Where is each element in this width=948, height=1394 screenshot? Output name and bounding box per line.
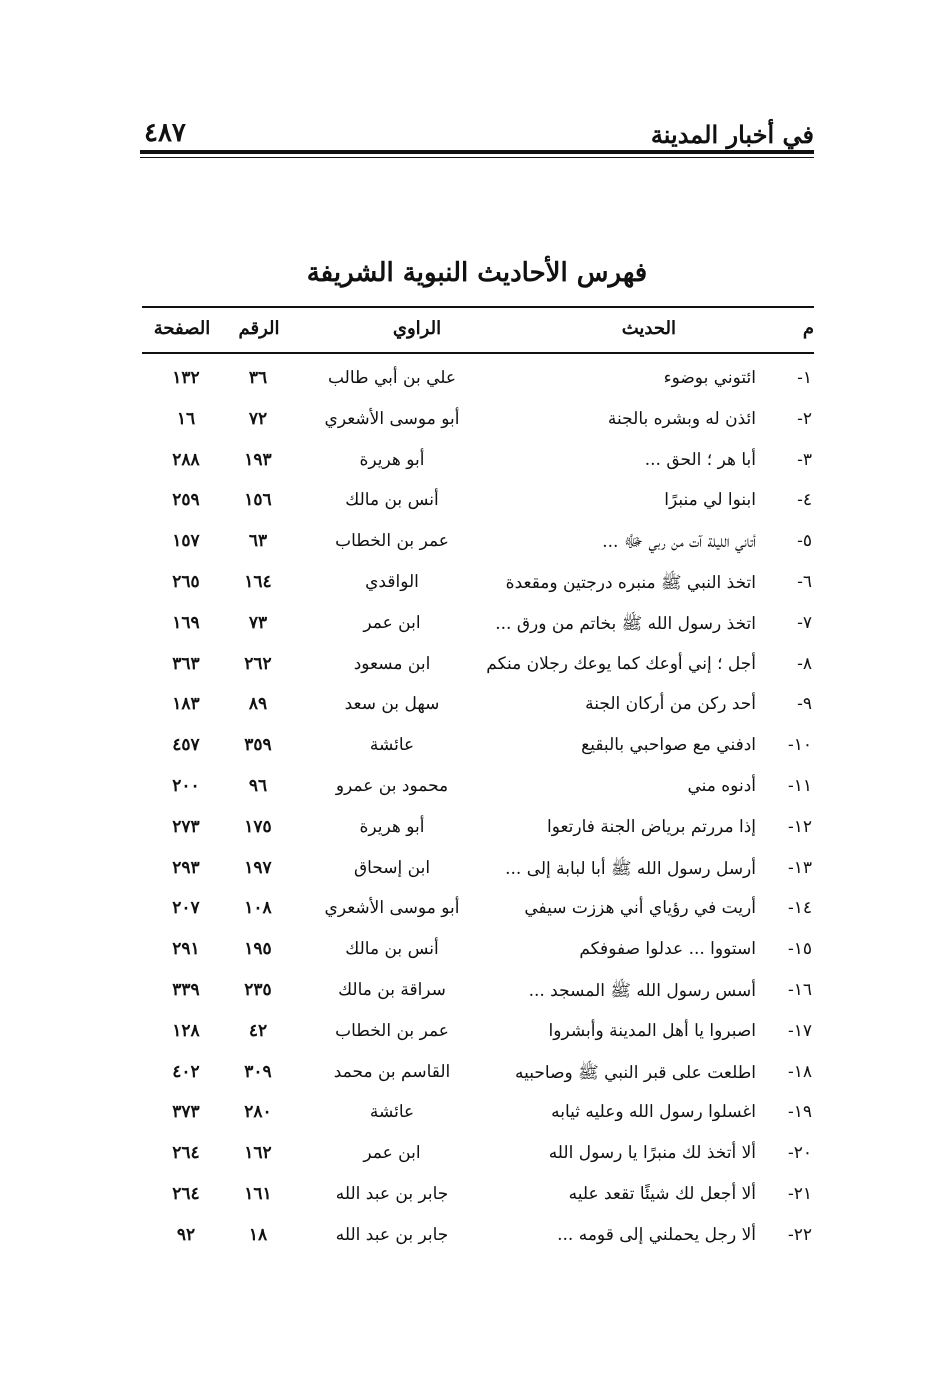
- hadith-ref-number: ٨٩: [248, 694, 268, 715]
- narrator: أبو هريرة: [359, 816, 425, 837]
- page-ref: ١٥٧: [172, 531, 200, 552]
- hadith-text: أدنوه مني: [687, 775, 756, 796]
- hadith-text: إذا مررتم برياض الجنة فارتعوا: [546, 816, 756, 837]
- narrator: جابر بن عبد الله: [335, 1224, 449, 1245]
- table-row: [142, 360, 814, 401]
- page-ref: ٣٧٣: [172, 1102, 200, 1123]
- narrator: القاسم بن محمد: [333, 1061, 451, 1082]
- table-row: [142, 727, 814, 768]
- table-row: [142, 646, 814, 687]
- row-number: ٢٢-: [787, 1224, 812, 1245]
- hadith-ref-number: ٤٢: [248, 1020, 268, 1041]
- hadith-text: ألا أجعل لك شيئًا تقعد عليه: [568, 1183, 756, 1204]
- hadith-text: ألا أتخذ لك منبرًا يا رسول الله: [548, 1143, 756, 1164]
- hadith-text: اتخذ رسول الله ﷺ بخاتم من ورق ...: [495, 613, 756, 634]
- page-ref: ٢٠٧: [172, 898, 200, 919]
- table-row: [142, 1135, 814, 1176]
- row-number: ٢١-: [787, 1183, 812, 1204]
- narrator: علي بن أبي طالب: [327, 368, 457, 388]
- column-header-hadith: الحديث: [621, 318, 676, 339]
- page-ref: ٣٦٣: [172, 653, 200, 674]
- table-top-rule: [142, 306, 814, 308]
- narrator: جابر بن عبد الله: [335, 1183, 449, 1204]
- running-header: [140, 112, 814, 152]
- table-row: [142, 605, 814, 646]
- narrator: عمر بن الخطاب: [335, 1020, 449, 1041]
- hadith-text: أحد ركن من أركان الجنة: [585, 694, 756, 715]
- page-ref: ٤٠٢: [172, 1061, 200, 1082]
- row-number: ٥-: [797, 531, 812, 552]
- column-header-page: الصفحة: [153, 318, 211, 339]
- hadith-text: أسس رسول الله ﷺ المسجد ...: [528, 980, 756, 1001]
- hadith-text: ابنوا لي منبرًا: [664, 490, 756, 511]
- page-ref: ٢٨٨: [172, 449, 200, 470]
- narrator: عائشة: [369, 735, 415, 756]
- row-number: ١٠-: [787, 735, 812, 756]
- page-ref: ٢٦٤: [172, 1183, 200, 1204]
- page-ref: ٢٠٠: [172, 775, 200, 796]
- page-ref: ٢٦٥: [172, 571, 200, 592]
- narrator: ابن عمر: [363, 1143, 421, 1164]
- row-number: ١٥-: [787, 939, 812, 960]
- table-row: [142, 1013, 814, 1054]
- hadith-text: اغسلوا رسول الله وعليه ثيابه: [551, 1102, 756, 1123]
- table-row: [142, 442, 814, 483]
- hadith-text: أريت في رؤياي أني هززت سيفي: [524, 898, 756, 919]
- hadith-text: أتاني الليلة آت من ربي ﷻ ...: [602, 532, 756, 553]
- narrator: ابن مسعود: [353, 653, 431, 674]
- hadith-text: استووا ... عدلوا صفوفكم: [579, 939, 756, 960]
- hadith-text: ائذن له وبشره بالجنة: [607, 408, 756, 429]
- hadith-ref-number: ١٦٢: [244, 1143, 272, 1164]
- narrator: ابن إسحاق: [353, 857, 431, 878]
- narrator: عمر بن الخطاب: [335, 531, 449, 552]
- hadith-ref-number: ٧٣: [248, 612, 268, 633]
- hadith-text: ألا رجل يحملني إلى قومه ...: [557, 1224, 756, 1245]
- table-row: [142, 482, 814, 523]
- column-header-ref: الرقم: [238, 318, 280, 339]
- row-number: ١٢-: [787, 816, 812, 837]
- hadith-text: ادفني مع صواحبي بالبقيع: [581, 735, 756, 756]
- narrator: سهل بن سعد: [344, 694, 440, 715]
- table-row: [142, 1094, 814, 1135]
- narrator: سراقة بن مالك: [338, 979, 446, 1000]
- narrator: محمود بن عمرو: [335, 775, 449, 796]
- hadith-ref-number: ١٩٧: [244, 857, 272, 878]
- narrator: الواقدي: [365, 571, 419, 592]
- hadith-ref-number: ٧٢: [248, 408, 268, 429]
- hadith-text: أجل ؛ إني أوعك كما يوعك رجلان منكم: [486, 653, 756, 674]
- table-row: [142, 890, 814, 931]
- hadith-ref-number: ٣٠٩: [244, 1061, 272, 1082]
- page-ref: ٢٩١: [172, 939, 200, 960]
- row-number: ٧-: [797, 612, 812, 633]
- page-ref: ٢٦٤: [172, 1143, 200, 1164]
- row-number: ١٧-: [787, 1020, 812, 1041]
- table-row: [142, 401, 814, 442]
- row-number: ١٦-: [787, 979, 812, 1000]
- narrator: ابن عمر: [363, 612, 421, 633]
- hadith-ref-number: ٩٦: [248, 775, 268, 796]
- table-row: [142, 686, 814, 727]
- hadith-text: أرسل رسول الله ﷺ أبا لبابة إلى ...: [505, 858, 756, 879]
- table-row: [142, 1054, 814, 1095]
- table-header-rule: [142, 352, 814, 354]
- row-number: ٤-: [797, 490, 812, 511]
- narrator: عائشة: [369, 1102, 415, 1123]
- hadith-ref-number: ١٦٤: [244, 571, 272, 592]
- table-row: [142, 972, 814, 1013]
- page-ref: ٢٧٣: [172, 816, 200, 837]
- hadith-ref-number: ١٥٦: [244, 490, 272, 511]
- table-row: [142, 931, 814, 972]
- row-number: ٦-: [797, 571, 812, 592]
- page-ref: ١٦٩: [172, 612, 200, 633]
- page-ref: ١٨٣: [172, 694, 200, 715]
- row-number: ١٨-: [787, 1061, 812, 1082]
- hadith-ref-number: ١٧٥: [244, 816, 272, 837]
- narrator: أنس بن مالك: [345, 490, 439, 511]
- column-header-narrator: الراوي: [392, 318, 442, 339]
- row-number: ٣-: [797, 449, 812, 470]
- narrator: أبو موسى الأشعري: [324, 898, 460, 919]
- hadith-ref-number: ١٩٣: [244, 449, 272, 470]
- hadith-ref-number: ١٠٨: [244, 898, 272, 919]
- hadith-text: أبا هر ؛ الحق ...: [644, 449, 756, 470]
- row-number: ١٩-: [787, 1102, 812, 1123]
- page-ref: ١٦: [176, 408, 196, 429]
- hadith-ref-number: ٢٦٢: [244, 653, 272, 674]
- index-title: فهرس الأحاديث النبوية الشريفة: [306, 258, 648, 288]
- row-number: ١٣-: [787, 857, 812, 878]
- hadith-text: اطلعت على قبر النبي ﷺ وصاحبيه: [515, 1062, 756, 1083]
- page-number: ٤٨٧: [144, 118, 186, 148]
- row-number: ١٤-: [787, 898, 812, 919]
- row-number: ٢-: [797, 408, 812, 429]
- hadith-ref-number: ١٦١: [244, 1183, 272, 1204]
- hadith-ref-number: ٢٣٥: [244, 979, 272, 1000]
- table-row: [142, 809, 814, 850]
- page-ref: ١٢٨: [172, 1020, 200, 1041]
- page-ref: ٣٣٩: [172, 979, 200, 1000]
- table-row: [142, 1176, 814, 1217]
- row-number: ١١-: [787, 775, 812, 796]
- table-row: [142, 850, 814, 891]
- hadith-ref-number: ٣٥٩: [244, 735, 272, 756]
- row-number: ٢٠-: [787, 1143, 812, 1164]
- hadith-ref-number: ٣٦: [248, 368, 268, 388]
- hadith-text: اتخذ النبي ﷺ منبره درجتين ومقعدة: [505, 572, 756, 593]
- hadith-text: ائتوني بوضوء: [663, 368, 756, 388]
- hadith-ref-number: ١٨: [248, 1224, 268, 1245]
- page-ref: ٩٢: [176, 1224, 196, 1245]
- table-row: [142, 564, 814, 605]
- page-ref: ١٣٢: [172, 368, 200, 388]
- table-body: [142, 360, 814, 1258]
- hadith-text: اصبروا يا أهل المدينة وأبشروا: [548, 1020, 756, 1041]
- running-header-title: في أخبار المدينة: [650, 120, 814, 149]
- row-number: ٨-: [797, 653, 812, 674]
- hadith-ref-number: ٢٨٠: [244, 1102, 272, 1123]
- header-rule-thick: [140, 150, 814, 154]
- column-header-num: م: [802, 318, 814, 339]
- table-row: [142, 523, 814, 564]
- header-rule-thin: [140, 157, 814, 158]
- table-row: [142, 1217, 814, 1258]
- table-row: [142, 768, 814, 809]
- narrator: أنس بن مالك: [345, 939, 439, 960]
- narrator: أبو موسى الأشعري: [324, 408, 460, 429]
- hadith-ref-number: ١٩٥: [244, 939, 272, 960]
- narrator: أبو هريرة: [359, 449, 425, 470]
- page-ref: ٢٩٣: [172, 857, 200, 878]
- page-ref: ٢٥٩: [172, 490, 200, 511]
- hadith-ref-number: ٦٣: [248, 531, 268, 552]
- page-ref: ٤٥٧: [172, 735, 200, 756]
- row-number: ٩-: [797, 694, 812, 715]
- table-header: [142, 318, 814, 348]
- row-number: ١-: [797, 368, 812, 388]
